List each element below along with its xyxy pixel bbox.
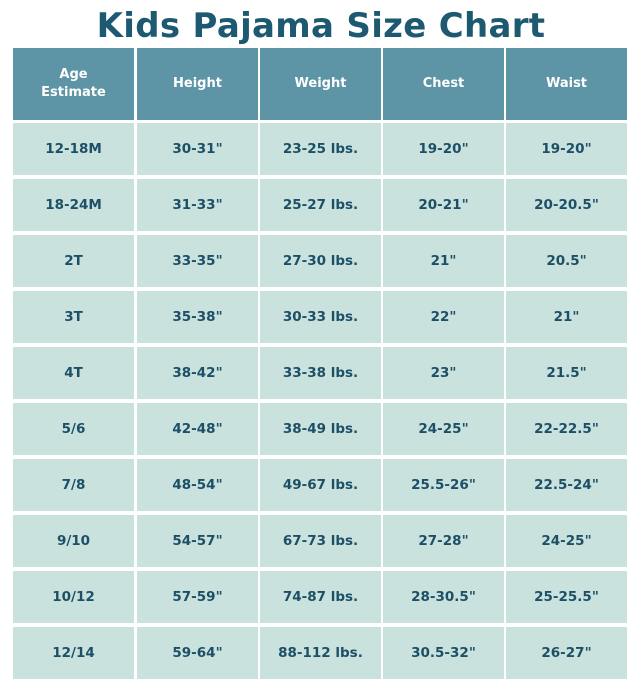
row-age-cell: 18-24M [13,179,134,231]
table-cell: 59-64" [137,627,258,679]
table-cell: 88-112 lbs. [260,627,381,679]
table-cell: 33-38 lbs. [260,347,381,399]
table-cell: 38-49 lbs. [260,403,381,455]
row-age-cell: 4T [13,347,134,399]
table-cell: 30.5-32" [383,627,504,679]
table-cell: 24-25" [506,515,627,567]
table-cell: 26-27" [506,627,627,679]
table-cell: 20-21" [383,179,504,231]
column-header: Weight [260,48,381,120]
table-cell: 54-57" [137,515,258,567]
table-cell: 49-67 lbs. [260,459,381,511]
table-cell: 21" [506,291,627,343]
row-age-cell: 12-18M [13,123,134,175]
table-cell: 30-33 lbs. [260,291,381,343]
table-cell: 31-33" [137,179,258,231]
column-header: Age Estimate [13,48,134,120]
row-age-cell: 7/8 [13,459,134,511]
table-cell: 33-35" [137,235,258,287]
row-age-cell: 12/14 [13,627,134,679]
row-age-cell: 9/10 [13,515,134,567]
column-header: Height [137,48,258,120]
table-cell: 28-30.5" [383,571,504,623]
table-cell: 22-22.5" [506,403,627,455]
chart-title: Kids Pajama Size Chart [96,6,546,46]
table-cell: 20.5" [506,235,627,287]
table-cell: 67-73 lbs. [260,515,381,567]
table-cell: 42-48" [137,403,258,455]
table-cell: 25-27 lbs. [260,179,381,231]
table-cell: 27-28" [383,515,504,567]
table-cell: 27-30 lbs. [260,235,381,287]
column-header: Chest [383,48,504,120]
table-cell: 35-38" [137,291,258,343]
row-age-cell: 2T [13,235,134,287]
table-cell: 19-20" [506,123,627,175]
table-cell: 21.5" [506,347,627,399]
table-cell: 25-25.5" [506,571,627,623]
table-cell: 22.5-24" [506,459,627,511]
table-cell: 20-20.5" [506,179,627,231]
table-cell: 25.5-26" [383,459,504,511]
table-cell: 22" [383,291,504,343]
table-cell: 21" [383,235,504,287]
table-cell: 30-31" [137,123,258,175]
table-cell: 48-54" [137,459,258,511]
row-age-cell: 5/6 [13,403,134,455]
row-age-cell: 3T [13,291,134,343]
table-cell: 23" [383,347,504,399]
table-cell: 24-25" [383,403,504,455]
size-table [13,48,630,682]
table-cell: 57-59" [137,571,258,623]
table-cell: 74-87 lbs. [260,571,381,623]
row-age-cell: 10/12 [13,571,134,623]
table-cell: 38-42" [137,347,258,399]
table-cell: 19-20" [383,123,504,175]
table-cell: 23-25 lbs. [260,123,381,175]
column-header: Waist [506,48,627,120]
